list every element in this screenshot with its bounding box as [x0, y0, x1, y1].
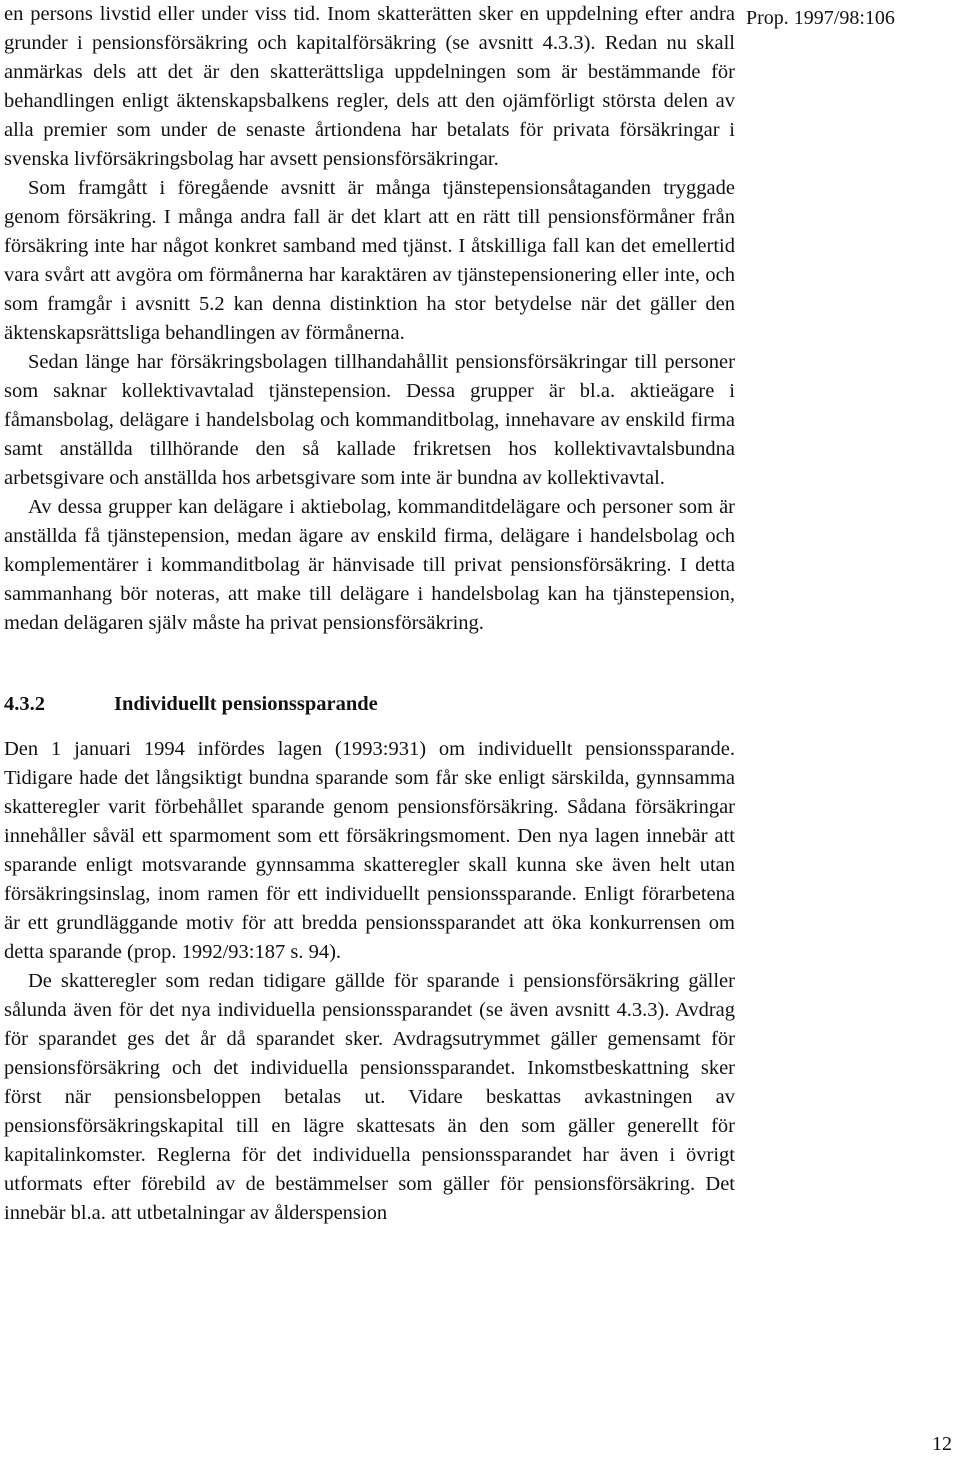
- proposition-reference: Prop. 1997/98:106: [746, 7, 895, 29]
- paragraph-continuation: en persons livstid eller under viss tid. Inom skatterätten sker en uppdelning efter andra grunder i pensionsförsäkring och kapitalförsäkring (se avsnitt 4.3.3). Redan nu skall anmärkas dels att det är den skatterättsliga uppdelningen som är bestämmande för behandlingen enligt äktenskapsbalkens regler, dels att den ojämförligt största delen av alla premier som under de senaste årtiondena har betalats för privata försäkringar i svenska livförsäkringsbolag har avsett pensionsförsäkringar.: [4, 3, 735, 170]
- paragraph: Av dessa grupper kan delägare i aktiebolag, kommanditdelägare och personer som är anställda få tjänstepension, medan ägare av enskild firma, delägare i handelsbolag och komplementärer i kommanditbolag är hänvisade till privat pensionsförsäkring. I detta sammanhang bör noteras, att make till delägare i handelsbolag kan ha tjänstepension, medan delägaren själv måste ha privat pensionsförsäkring.: [4, 496, 735, 634]
- paragraph: Sedan länge har försäkringsbolagen tillhandahållit pensionsförsäkringar till personer som saknar kollektivavtalad tjänstepension. Dessa grupper är bl.a. aktieägare i fåmansbolag, delägare i handelsbolag och kommanditbolag, innehavare av enskild firma samt anställda tillhörande den så kallade frikretsen hos kollektivavtalsbundna arbetsgivare och anställda hos arbetsgivare som inte är bundna av kollektivavtal.: [4, 351, 735, 489]
- main-text-column: [4, 0, 735, 1228]
- paragraph: Som framgått i föregående avsnitt är många tjänstepensionsåtaganden tryggade genom försäkring. I många andra fall är det klart att en rätt till pensionsförmåner från försäkring inte har något konkret samband med tjänst. I åtskilliga fall kan det emellertid vara svårt att avgöra om förmånerna har karaktären av tjänstepensionering eller inte, och som framgår i avsnitt 5.2 kan denna distinktion ha stor betydelse när det gäller den äktenskapsrättsliga behandlingen av förmånerna.: [4, 177, 735, 344]
- section-spacer: [4, 638, 735, 690]
- paragraph: Den 1 januari 1994 infördes lagen (1993:931) om individuellt pensionssparande. Tidigare hade det långsiktigt bundna sparande som får ske enligt särskilda, gynnsamma skatteregler varit förbehållet sparande genom pensionsförsäkring. Sådana försäkringar innehåller såväl ett sparmoment som ett försäkringsmoment. Den nya lagen innebär att sparande enligt motsvarande gynnsamma skatteregler skall kunna ske även helt utan försäkringsinslag, inom ramen för ett individuellt pensionssparande. Enligt förarbetena är ett grundläggande motiv för att bredda pensionssparandet att öka konkurrensen om detta sparande (prop. 1992/93:187 s. 94).: [4, 738, 735, 963]
- section-heading: [4, 690, 735, 719]
- page-number: 12: [932, 1433, 952, 1455]
- section-title: Individuellt pensionssparande: [114, 693, 378, 715]
- paragraph: De skatteregler som redan tidigare gällde för sparande i pensionsförsäkring gäller sålunda även för det nya individuella pensionssparandet (se även avsnitt 4.3.3). Avdrag för sparandet ges det år då sparandet sker. Avdragsutrymmet gäller gemensamt för pensionsförsäkring och det individuella pensionssparandet. Inkomstbeskattning sker först när pensionsbeloppen betalas ut. Vidare beskattas avkastningen av pensionsförsäkringskapital till en lägre skattesats än den som gäller generellt för kapitalinkomster. Reglerna för det individuella pensionssparandet har även i övrigt utformats efter förebild av de bestämmelser som gäller för pensionsförsäkring. Det innebär bl.a. att utbetalningar av ålderspension: [4, 970, 735, 1224]
- section-number: 4.3.2: [4, 693, 45, 715]
